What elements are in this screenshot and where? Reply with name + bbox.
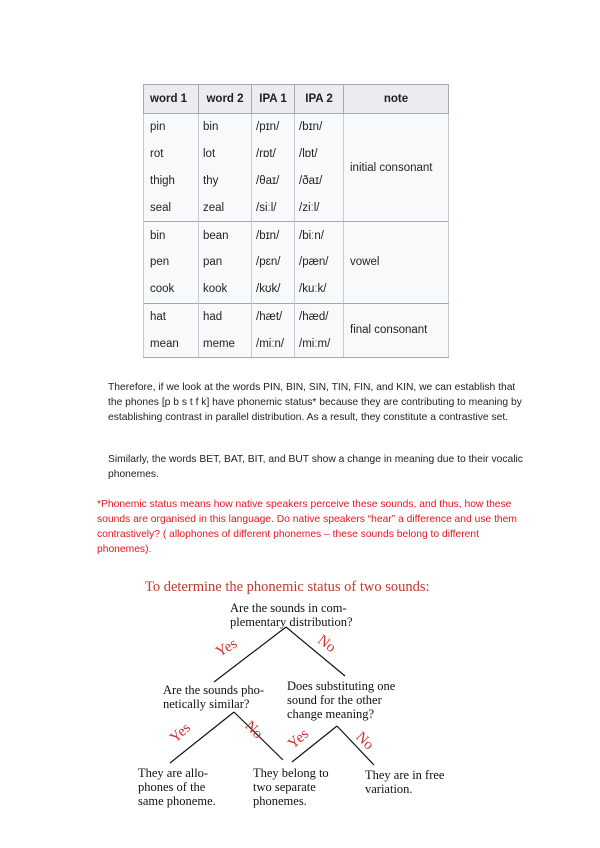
cell-ipa-1: /rɒt/	[252, 141, 295, 168]
question-complementary-distribution: Are the sounds in com- plementary distribution?	[230, 601, 353, 629]
header-word-2: word 2	[199, 85, 252, 114]
header-ipa-2: IPA 2	[295, 85, 344, 114]
branch-label-no: No	[314, 632, 339, 657]
cell-ipa-1: /miːn/	[252, 330, 295, 357]
cell-ipa-2: /hæd/	[295, 303, 344, 330]
result-separate-phonemes: They belong to two separate phonemes.	[253, 766, 329, 808]
branch-label-no: No	[352, 729, 377, 754]
cell-word-1: hat	[144, 303, 199, 330]
cell-word-1: cook	[144, 276, 199, 303]
cell-word-1: pin	[144, 114, 199, 141]
header-note: note	[344, 85, 449, 114]
cell-ipa-1: /kʊk/	[252, 276, 295, 303]
question-phonetically-similar: Are the sounds pho- netically similar?	[163, 683, 265, 711]
branch-label-yes: Yes	[167, 719, 195, 747]
cell-ipa-2: /ziːl/	[295, 194, 344, 221]
cell-word-1: seal	[144, 194, 199, 221]
diagram-title: To determine the phonemic status of two sounds:	[145, 579, 430, 595]
cell-note-initial-consonant: initial consonant	[344, 114, 449, 222]
cell-word-2: meme	[199, 330, 252, 357]
cell-ipa-2: /ðaɪ/	[295, 168, 344, 195]
cell-word-2: pan	[199, 249, 252, 276]
cell-word-1: pen	[144, 249, 199, 276]
result-free-variation: They are in free variation.	[365, 768, 445, 796]
paragraph-contrastive-set: Therefore, if we look at the words PIN, BIN, SIN, TIN, FIN, and KIN, we can establish that the phones [p b s t f k] have phonemic status* because they are contributing to meaning by establishing contrast in parallel distribution. As a result, they constitute a contrastive set.	[108, 382, 522, 423]
header-ipa-1: IPA 1	[252, 85, 295, 114]
cell-word-1: mean	[144, 330, 199, 357]
header-word-1: word 1	[144, 85, 199, 114]
cell-word-1: thigh	[144, 168, 199, 195]
cell-ipa-1: /siːl/	[252, 194, 295, 221]
cell-ipa-1: /bɪn/	[252, 222, 295, 249]
question-substitution-changes-meaning: Does substituting one sound for the other change meaning?	[287, 679, 396, 721]
cell-ipa-1: /pɛn/	[252, 249, 295, 276]
branch-label-no: No	[241, 718, 266, 743]
cell-word-2: kook	[199, 276, 252, 303]
phonemic-status-footnote: *Phonemic status means how native speakers perceive these sounds, and thus, how these sounds are organised in this language. Do native speakers “hear” a difference and use them contrastively? ( allophones of different phonemes – these sounds belong to different phonemes).	[97, 499, 517, 555]
cell-word-2: thy	[199, 168, 252, 195]
cell-word-2: had	[199, 303, 252, 330]
cell-note-final-consonant: final consonant	[344, 303, 449, 358]
cell-word-1: rot	[144, 141, 199, 168]
cell-ipa-2: /kuːk/	[295, 276, 344, 303]
cell-word-2: bean	[199, 222, 252, 249]
cell-ipa-1: /θaɪ/	[252, 168, 295, 195]
branch-label-yes: Yes	[213, 635, 241, 661]
cell-note-vowel: vowel	[344, 222, 449, 303]
branch-label-yes: Yes	[285, 725, 313, 753]
cell-ipa-2: /bɪn/	[295, 114, 344, 141]
result-allophones: They are allo- phones of the same phoneme.	[138, 766, 216, 808]
cell-ipa-2: /miːm/	[295, 330, 344, 357]
paragraph-vocalic-phonemes: Similarly, the words BET, BAT, BIT, and BUT show a change in meaning due to their vocalic phonemes.	[108, 454, 523, 480]
cell-ipa-2: /lɒt/	[295, 141, 344, 168]
cell-word-1: bin	[144, 222, 199, 249]
cell-ipa-1: /hæt/	[252, 303, 295, 330]
cell-word-2: lot	[199, 141, 252, 168]
cell-word-2: zeal	[199, 194, 252, 221]
cell-ipa-1: /pɪn/	[252, 114, 295, 141]
cell-ipa-2: /pæn/	[295, 249, 344, 276]
branch-line-q1-no	[286, 627, 345, 676]
cell-word-2: bin	[199, 114, 252, 141]
cell-ipa-2: /biːn/	[295, 222, 344, 249]
